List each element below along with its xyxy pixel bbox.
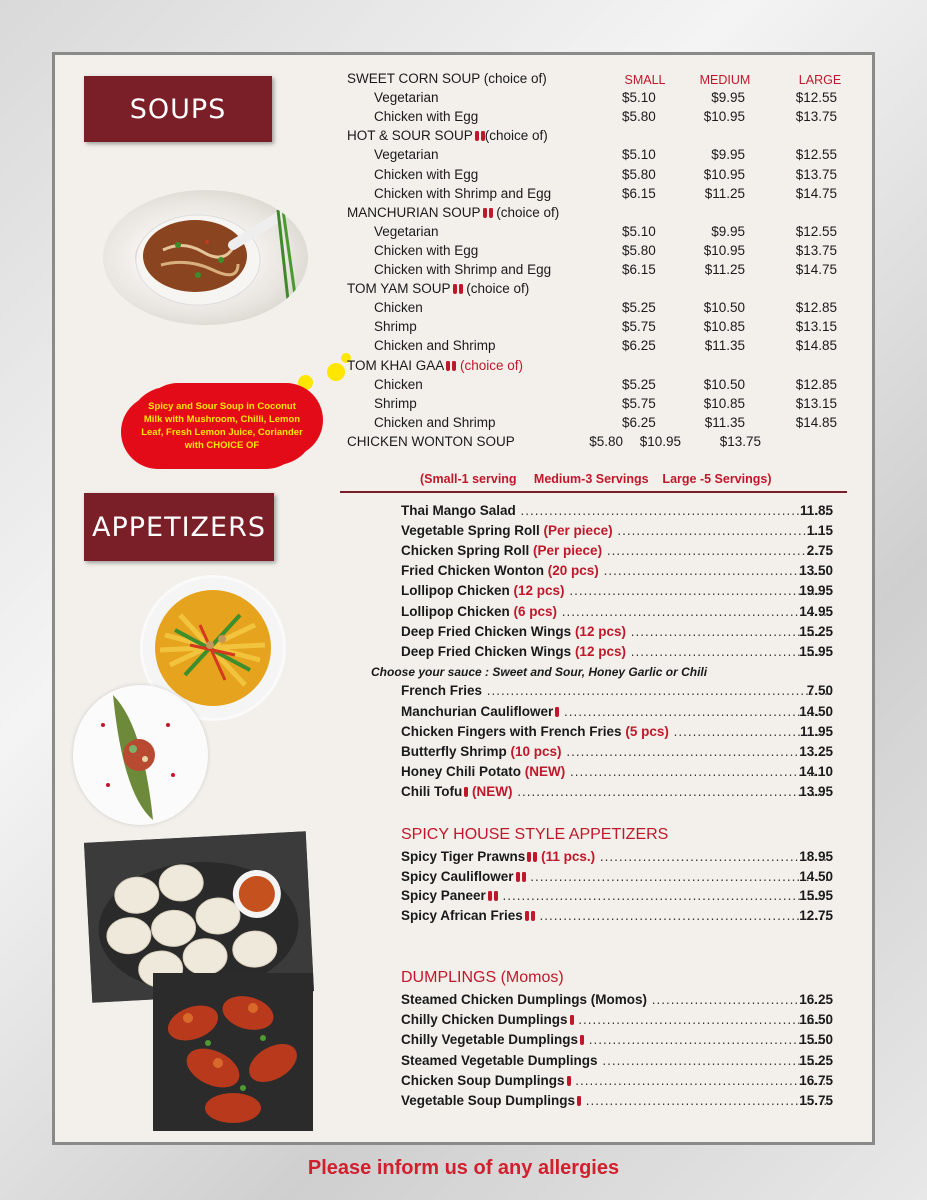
soup-price-large: $14.75 (795, 262, 837, 277)
menu-item (401, 1032, 831, 1048)
chili-icon (567, 1076, 571, 1086)
menu-item-price: 15.25 (799, 624, 833, 639)
soup-item (374, 262, 551, 278)
menu-item-name: Vegetable Spring Roll (401, 523, 540, 538)
soup-price-large: $12.85 (795, 377, 837, 392)
menu-item-extra: (NEW) (472, 784, 513, 799)
appetizers-banner-label: APPETIZERS (91, 511, 266, 543)
soup-group-suffix: (choice of) (462, 281, 530, 296)
menu-item (401, 704, 831, 720)
menu-item (401, 523, 831, 539)
menu-item (401, 543, 831, 559)
soup-group-name: MANCHURIAN SOUP (347, 205, 481, 220)
soup-price-medium: $11.35 (704, 338, 745, 353)
menu-item-extra: (11 pcs.) (541, 849, 596, 864)
menu-item (401, 1012, 831, 1028)
menu-item-name: Butterfly Shrimp (401, 744, 507, 759)
soup-item (374, 396, 417, 412)
soup-price-large: $13.75 (795, 109, 837, 124)
soup-price-small: $6.25 (622, 338, 656, 353)
col-header-large: LARGE (798, 73, 842, 87)
menu-item-name: Chicken Spring Roll (401, 543, 530, 558)
menu-item-price: 1.15 (806, 523, 833, 538)
menu-item (401, 563, 831, 579)
soup-item (374, 224, 439, 240)
menu-item (401, 1093, 831, 1109)
soup-price-large: $12.55 (795, 147, 837, 162)
menu-item-name: Lollipop Chicken (401, 583, 510, 598)
soup-price-medium: $9.95 (711, 90, 745, 105)
soup-price-small: $5.80 (622, 109, 656, 124)
col-header-small: SMALL (624, 73, 666, 87)
menu-item-name: Vegetable Soup Dumplings (401, 1093, 576, 1108)
menu-item-name: French Fries (401, 683, 483, 698)
menu-item-price: 2.75 (806, 543, 833, 558)
menu-item-name: Steamed Vegetable Dumplings (401, 1053, 598, 1068)
chili-icon (483, 208, 487, 218)
soup-item-label: Vegetarian (374, 90, 439, 105)
tom-khai-gaa-description-bubble (129, 387, 315, 465)
soup-price-medium: $11.25 (704, 186, 745, 201)
menu-item (401, 503, 831, 519)
menu-item (401, 1073, 831, 1089)
soup-group-name: HOT & SOUR SOUP (347, 128, 473, 143)
menu-item (401, 849, 831, 865)
soup-wonton-price-medium: $10.95 (639, 434, 681, 449)
chili-icon (453, 284, 457, 294)
soup-item-label: Vegetarian (374, 224, 439, 239)
menu-item-name: Fried Chicken Wonton (401, 563, 545, 578)
soup-price-small: $5.10 (622, 147, 656, 162)
section-divider (340, 491, 847, 493)
menu-item-price: 16.75 (799, 1073, 833, 1088)
soup-item-label: Chicken (374, 377, 423, 392)
menu-item-price: 13.50 (799, 563, 833, 578)
soup-item-label: Chicken with Egg (374, 167, 479, 182)
soups-banner-label: SOUPS (129, 93, 227, 125)
menu-item (401, 992, 831, 1008)
soup-price-large: $13.75 (795, 167, 837, 182)
soup-group-heading (347, 128, 548, 144)
soup-item (374, 109, 478, 125)
menu-item-extra: (5 pcs) (625, 724, 669, 739)
menu-item (401, 744, 831, 760)
soup-price-small: $6.15 (622, 186, 656, 201)
menu-item-extra: (12 pcs) (574, 624, 626, 639)
soup-price-medium: $11.35 (704, 415, 745, 430)
menu-item (401, 624, 831, 640)
soup-price-medium: $10.85 (703, 396, 745, 411)
menu-item-price: 15.50 (799, 1032, 833, 1047)
soups-banner (84, 76, 272, 142)
chili-icon (531, 911, 535, 921)
chili-icon (494, 891, 498, 901)
menu-item (401, 888, 831, 904)
soup-item-label: Chicken with Shrimp and Egg (374, 186, 552, 201)
menu-item-price: 15.75 (799, 1093, 833, 1108)
menu-item (401, 764, 831, 780)
menu-item-price: 14.95 (799, 604, 833, 619)
chili-icon (446, 361, 450, 371)
soup-price-medium: $11.25 (704, 262, 745, 277)
menu-item-name: Chilly Vegetable Dumplings (401, 1032, 579, 1047)
chili-icon (580, 1035, 584, 1045)
soup-price-large: $13.15 (795, 319, 837, 334)
soup-price-large: $13.15 (795, 396, 837, 411)
menu-item (401, 583, 831, 599)
soup-price-large: $12.85 (795, 300, 837, 315)
soup-price-small: $6.15 (622, 262, 656, 277)
soup-group-heading (347, 358, 523, 374)
soup-price-large: $14.75 (795, 186, 837, 201)
menu-item (401, 724, 831, 740)
soup-item-label: Vegetarian (374, 147, 439, 162)
menu-item-extra: (12 pcs) (513, 583, 565, 598)
soup-price-medium: $10.95 (703, 109, 745, 124)
menu-item-name: Steamed Chicken Dumplings (Momos) (401, 992, 648, 1007)
soup-price-medium: $9.95 (711, 224, 745, 239)
soup-price-small: $6.25 (622, 415, 656, 430)
menu-item-price: 11.85 (799, 503, 833, 518)
bubble-text: Spicy and Sour Soup in Coconut Milk with Mushroom, Chilli, Lemon Leaf, Fresh Lemon Juice, Coriander with CHOICE OF (141, 401, 303, 451)
soup-item-label: Chicken and Shrimp (374, 415, 496, 430)
menu-item-name: Lollipop Chicken (401, 604, 510, 619)
chili-icon (577, 1096, 581, 1106)
chilli-dumplings-illustration (153, 973, 313, 1131)
soup-group-name: TOM YAM SOUP (347, 281, 451, 296)
menu-item (401, 869, 831, 885)
menu-item-name: Chilly Chicken Dumplings (401, 1012, 568, 1027)
menu-item-price: 14.10 (799, 764, 833, 779)
soup-item (374, 319, 417, 335)
menu-item-extra: (6 pcs) (513, 604, 558, 619)
tartare-illustration (73, 685, 208, 825)
bubble-dot-large (327, 363, 345, 381)
soup-group-name: SWEET CORN SOUP (choice of) (347, 71, 547, 86)
menu-item-name: Manchurian Cauliflower (401, 704, 554, 719)
chili-icon (488, 891, 492, 901)
menu-item-price: 15.95 (799, 888, 833, 903)
soup-item (374, 338, 496, 354)
menu-item (401, 1053, 831, 1069)
soup-item (374, 186, 551, 202)
soup-price-large: $13.75 (795, 243, 837, 258)
soup-price-medium: $10.95 (703, 243, 745, 258)
menu-card (52, 52, 875, 1145)
menu-item-name: Deep Fried Chicken Wings (401, 644, 572, 659)
soup-price-large: $12.55 (795, 90, 837, 105)
menu-item (401, 784, 831, 800)
menu-item-price: 18.95 (799, 849, 833, 864)
chili-icon (570, 1015, 574, 1025)
menu-item-name: Spicy Tiger Prawns (401, 849, 526, 864)
menu-item-price: 14.50 (799, 704, 833, 719)
menu-item-name: Chicken Fingers with French Fries (401, 724, 622, 739)
serving-note: (Small-1 serving Medium-3 Servings Large -5 Servings) (420, 472, 772, 486)
menu-item-price: 16.50 (799, 1012, 833, 1027)
soup-item (374, 90, 439, 106)
soup-price-small: $5.80 (622, 243, 656, 258)
soup-price-medium: $10.85 (703, 319, 745, 334)
menu-item-extra: (Per piece) (543, 523, 613, 538)
menu-item (401, 604, 831, 620)
menu-item-name: Spicy Paneer (401, 888, 486, 903)
chili-icon (475, 131, 479, 141)
soup-bowl-photo (103, 190, 308, 325)
soup-wonton (347, 434, 515, 450)
soup-price-medium: $10.50 (703, 377, 745, 392)
chili-icon (527, 852, 531, 862)
menu-item-price: 15.95 (799, 644, 833, 659)
chili-icon (516, 872, 520, 882)
soup-price-small: $5.10 (622, 90, 656, 105)
appetizers-banner (84, 493, 274, 561)
soup-item (374, 147, 439, 163)
soup-item (374, 377, 423, 393)
menu-item-name: Chicken Soup Dumplings (401, 1073, 565, 1088)
soup-group-suffix: (choice of) (456, 358, 524, 373)
soup-group-suffix: (choice of) (492, 205, 560, 220)
soup-price-large: $14.85 (795, 415, 837, 430)
soup-price-medium: $10.95 (703, 167, 745, 182)
soup-group-heading (347, 281, 529, 297)
menu-item-name: Chili Tofu (401, 784, 463, 799)
soup-wonton-name: CHICKEN WONTON SOUP (347, 434, 515, 449)
soup-price-medium: $10.50 (703, 300, 745, 315)
menu-item-price: 15.25 (799, 1053, 833, 1068)
soup-price-small: $5.10 (622, 224, 656, 239)
chili-icon (555, 707, 559, 717)
menu-item (401, 908, 831, 924)
chili-icon (525, 911, 529, 921)
menu-item-price: 14.50 (799, 869, 833, 884)
menu-item-name: Spicy Cauliflower (401, 869, 514, 884)
dumplings-title: DUMPLINGS (Momos) (401, 969, 564, 986)
chilli-dumplings-photo (153, 973, 313, 1131)
menu-item (401, 683, 831, 699)
menu-item-price: 7.50 (806, 683, 833, 698)
soup-bowl-illustration (103, 190, 308, 325)
spicy-house-title: SPICY HOUSE STYLE APPETIZERS (401, 826, 669, 843)
soup-group-heading (347, 205, 559, 221)
menu-item-extra: (10 pcs) (510, 744, 562, 759)
soup-price-large: $12.55 (795, 224, 837, 239)
menu-item-extra: (NEW) (524, 764, 566, 779)
menu-item-name: Spicy African Fries (401, 908, 523, 923)
menu-item-price: 19.95 (799, 583, 833, 598)
soup-item (374, 167, 478, 183)
menu-item-extra: (20 pcs) (547, 563, 599, 578)
soup-item-label: Chicken with Egg (374, 109, 479, 124)
tartare-plate-photo (73, 685, 208, 825)
soup-price-small: $5.80 (622, 167, 656, 182)
chili-icon (522, 872, 526, 882)
col-header-medium: MEDIUM (699, 73, 751, 87)
soup-item (374, 415, 496, 431)
soup-price-small: $5.25 (622, 300, 656, 315)
menu-item-price: 13.95 (799, 784, 833, 799)
soup-item-label: Chicken with Egg (374, 243, 479, 258)
menu-item-extra: (Per piece) (533, 543, 603, 558)
soup-item (374, 243, 478, 259)
menu-item-price: 11.95 (799, 724, 833, 739)
menu-item-name: Thai Mango Salad (401, 503, 516, 518)
menu-item-price: 12.75 (799, 908, 833, 923)
soup-item-label: Shrimp (374, 396, 417, 411)
menu-item-price: 16.25 (799, 992, 833, 1007)
soup-price-large: $14.85 (795, 338, 837, 353)
menu-item-extra: (12 pcs) (574, 644, 626, 659)
soup-price-small: $5.25 (622, 377, 656, 392)
chili-icon (533, 852, 537, 862)
chili-icon (464, 787, 468, 797)
soup-item-label: Chicken with Shrimp and Egg (374, 262, 552, 277)
soup-item-label: Chicken (374, 300, 423, 315)
menu-item-name: Honey Chili Potato (401, 764, 522, 779)
soup-price-medium: $9.95 (711, 147, 745, 162)
sauce-note: Choose your sauce : Sweet and Sour, Honey Garlic or Chili (371, 665, 708, 679)
soup-wonton-price-large: $13.75 (719, 434, 761, 449)
soup-item-label: Chicken and Shrimp (374, 338, 496, 353)
soup-price-small: $5.75 (622, 396, 656, 411)
menu-item (401, 644, 831, 660)
menu-item-price: 13.25 (799, 744, 833, 759)
allergy-footer: Please inform us of any allergies (307, 1157, 620, 1179)
soup-wonton-price-small: $5.80 (589, 434, 623, 449)
soup-group-name: TOM KHAI GAA (347, 358, 445, 373)
soup-price-small: $5.75 (622, 319, 656, 334)
soup-item-label: Shrimp (374, 319, 417, 334)
soup-group-heading (347, 71, 547, 87)
soup-group-suffix: (choice of) (484, 128, 548, 143)
menu-item-name: Deep Fried Chicken Wings (401, 624, 572, 639)
soup-item (374, 300, 423, 316)
